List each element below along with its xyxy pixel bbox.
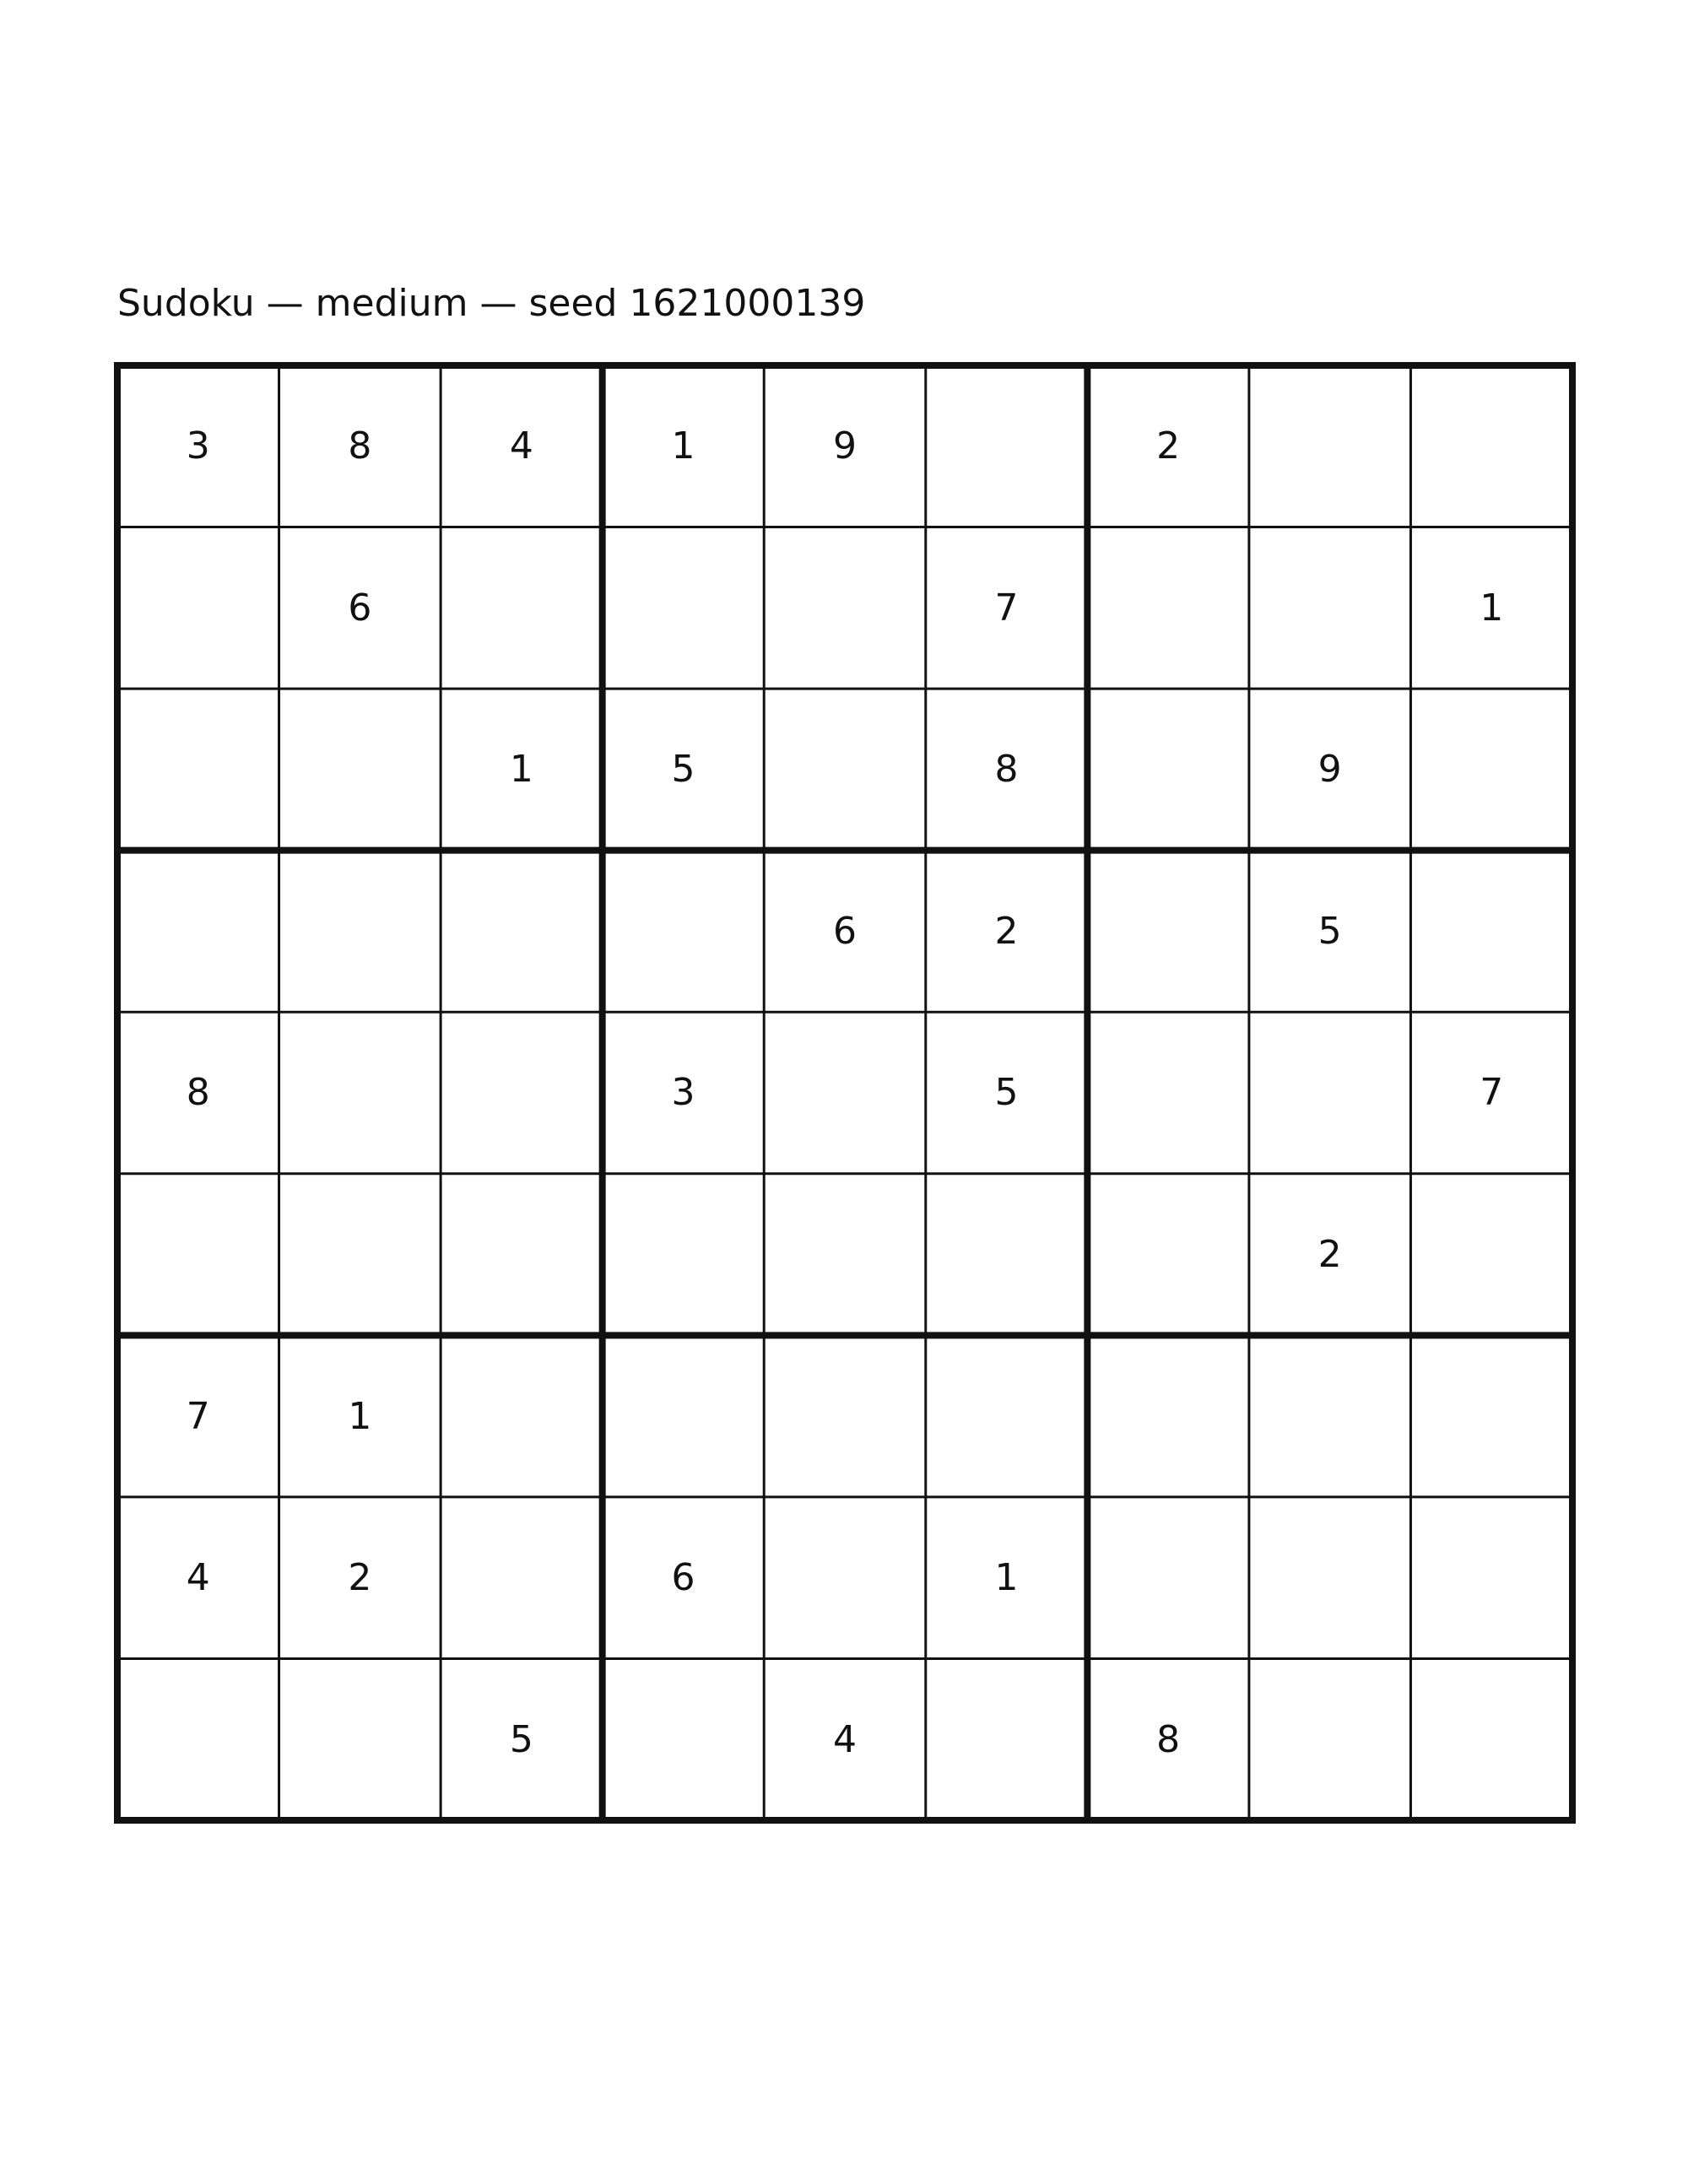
- cell-r7-c4[interactable]: [603, 1335, 765, 1497]
- cell-r5-c8[interactable]: [1249, 1012, 1411, 1174]
- cell-r9-c2[interactable]: [279, 1658, 441, 1820]
- cell-r3-c3[interactable]: 1: [509, 748, 533, 792]
- cell-r4-c4[interactable]: [603, 851, 765, 1013]
- cell-r9-c5[interactable]: 4: [832, 1717, 857, 1761]
- cell-r4-c8[interactable]: 5: [1317, 909, 1342, 953]
- cell-r4-c7[interactable]: [1087, 851, 1249, 1013]
- cell-r2-c6[interactable]: 7: [994, 586, 1019, 630]
- cell-r1-c5[interactable]: 9: [832, 424, 857, 468]
- cell-r3-c7[interactable]: [1087, 689, 1249, 851]
- cell-r2-c9[interactable]: 1: [1480, 586, 1504, 630]
- cell-r7-c1[interactable]: 7: [186, 1394, 210, 1438]
- cell-r8-c4[interactable]: 6: [671, 1556, 695, 1600]
- cell-r4-c9[interactable]: [1410, 851, 1572, 1013]
- cell-r1-c9[interactable]: [1410, 365, 1572, 527]
- cell-r8-c3[interactable]: [441, 1497, 603, 1659]
- cell-r1-c2[interactable]: 8: [348, 424, 372, 468]
- cell-r4-c6[interactable]: 2: [994, 909, 1019, 953]
- cell-r3-c9[interactable]: [1410, 689, 1572, 851]
- cell-r5-c5[interactable]: [764, 1012, 926, 1174]
- cell-r6-c8[interactable]: 2: [1317, 1233, 1342, 1277]
- cell-r8-c2[interactable]: 2: [348, 1556, 372, 1600]
- cell-r6-c5[interactable]: [764, 1174, 926, 1336]
- cell-r3-c8[interactable]: 9: [1317, 748, 1342, 792]
- cell-r7-c9[interactable]: [1410, 1335, 1572, 1497]
- cell-r5-c7[interactable]: [1087, 1012, 1249, 1174]
- cell-r5-c9[interactable]: 7: [1480, 1071, 1504, 1115]
- cell-r1-c3[interactable]: 4: [509, 424, 533, 468]
- cell-r3-c6[interactable]: 8: [994, 748, 1019, 792]
- cell-r1-c6[interactable]: [926, 365, 1088, 527]
- cell-r9-c8[interactable]: [1249, 1658, 1411, 1820]
- cell-r8-c7[interactable]: [1087, 1497, 1249, 1659]
- cell-r9-c1[interactable]: [117, 1658, 279, 1820]
- cell-r7-c3[interactable]: [441, 1335, 603, 1497]
- cell-r6-c4[interactable]: [603, 1174, 765, 1336]
- cell-r6-c7[interactable]: [1087, 1174, 1249, 1336]
- cell-r3-c5[interactable]: [764, 689, 926, 851]
- cell-r7-c5[interactable]: [764, 1335, 926, 1497]
- cell-r7-c6[interactable]: [926, 1335, 1088, 1497]
- cell-r3-c2[interactable]: [279, 689, 441, 851]
- cell-r7-c2[interactable]: 1: [348, 1394, 372, 1438]
- cell-r7-c8[interactable]: [1249, 1335, 1411, 1497]
- cell-r6-c3[interactable]: [441, 1174, 603, 1336]
- cell-r6-c2[interactable]: [279, 1174, 441, 1336]
- cell-r5-c3[interactable]: [441, 1012, 603, 1174]
- cell-r5-c6[interactable]: 5: [994, 1071, 1019, 1115]
- cell-r3-c1[interactable]: [117, 689, 279, 851]
- puzzle-title: Sudoku — medium — seed 1621000139: [117, 282, 866, 325]
- cell-r9-c4[interactable]: [603, 1658, 765, 1820]
- cell-r9-c7[interactable]: 8: [1156, 1717, 1181, 1761]
- cell-r8-c5[interactable]: [764, 1497, 926, 1659]
- cell-r1-c1[interactable]: 3: [186, 424, 210, 468]
- cell-r2-c7[interactable]: [1087, 527, 1249, 689]
- cell-r3-c4[interactable]: 5: [671, 748, 695, 792]
- cell-r9-c6[interactable]: [926, 1658, 1088, 1820]
- cell-r1-c4[interactable]: 1: [671, 424, 695, 468]
- cell-r7-c7[interactable]: [1087, 1335, 1249, 1497]
- cell-r4-c3[interactable]: [441, 851, 603, 1013]
- cell-r2-c4[interactable]: [603, 527, 765, 689]
- cell-r5-c4[interactable]: 3: [671, 1071, 695, 1115]
- cell-r5-c2[interactable]: [279, 1012, 441, 1174]
- cell-r4-c2[interactable]: [279, 851, 441, 1013]
- cell-r9-c3[interactable]: 5: [509, 1717, 533, 1761]
- cell-r8-c9[interactable]: [1410, 1497, 1572, 1659]
- cell-r6-c9[interactable]: [1410, 1174, 1572, 1336]
- cell-r5-c1[interactable]: 8: [186, 1071, 210, 1115]
- cell-r1-c7[interactable]: 2: [1156, 424, 1181, 468]
- cell-r4-c5[interactable]: 6: [832, 909, 857, 953]
- cell-r2-c5[interactable]: [764, 527, 926, 689]
- cell-r6-c1[interactable]: [117, 1174, 279, 1336]
- cell-r2-c1[interactable]: [117, 527, 279, 689]
- cell-r6-c6[interactable]: [926, 1174, 1088, 1336]
- cell-r2-c2[interactable]: 6: [348, 586, 372, 630]
- cell-r2-c3[interactable]: [441, 527, 603, 689]
- cell-r4-c1[interactable]: [117, 851, 279, 1013]
- cell-r2-c8[interactable]: [1249, 527, 1411, 689]
- cell-r1-c8[interactable]: [1249, 365, 1411, 527]
- cell-r8-c1[interactable]: 4: [186, 1556, 210, 1600]
- sudoku-board: [117, 365, 1572, 1820]
- cell-r8-c8[interactable]: [1249, 1497, 1411, 1659]
- cell-r9-c9[interactable]: [1410, 1658, 1572, 1820]
- cell-grid: [117, 365, 1572, 1820]
- cell-r8-c6[interactable]: 1: [994, 1556, 1019, 1600]
